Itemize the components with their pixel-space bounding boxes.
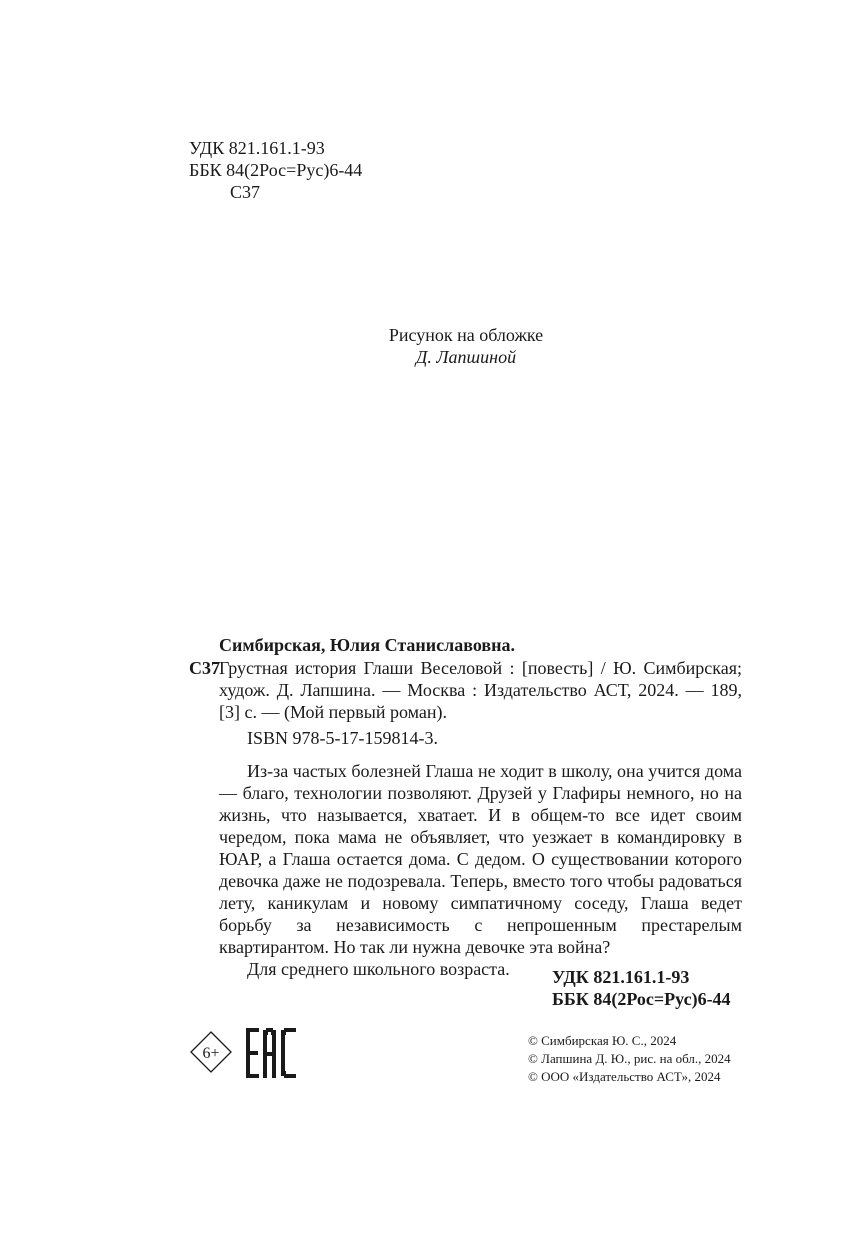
- record-udk: УДК 821.161.1-93: [552, 967, 690, 987]
- copyright-line: © Лапшина Д. Ю., рис. на обл., 2024: [528, 1051, 731, 1066]
- cover-caption: Рисунок на обложке: [388, 325, 544, 345]
- author-mark: С37: [230, 182, 261, 202]
- isbn: ISBN 978-5-17-159814-3.: [247, 728, 438, 748]
- record-mark: С37: [189, 658, 220, 678]
- bbk-code: ББК 84(2Рос=Рус)6-44: [189, 160, 363, 180]
- copyright-block: [528, 1032, 731, 1086]
- cover-artist: Д. Лапшиной: [415, 347, 517, 367]
- udk-code: УДК 821.161.1-93: [189, 138, 325, 158]
- classification-codes-top: [189, 137, 362, 203]
- classification-codes-bottom: [552, 966, 731, 1010]
- record-bbk: ББК 84(2Рос=Рус)6-44: [552, 989, 731, 1009]
- copyright-line: © Симбирская Ю. С., 2024: [528, 1033, 677, 1048]
- copyright-line: © ООО «Издательство АСТ», 2024: [528, 1069, 721, 1084]
- eac-mark-icon: [246, 1028, 296, 1078]
- record-author: Симбирская, Юлия Станиславовна.: [219, 635, 515, 655]
- cover-credit: [300, 324, 632, 368]
- bibliographic-record: [219, 657, 742, 980]
- audience: Для среднего школьного возраста.: [247, 959, 510, 979]
- annotation: Из-за частых болезней Глаша не ходит в школу, она учится дома — благо, технологии позволяют. Друзей у Глафиры немного, но на жизнь, что называется, хватает. И в общем-то все идет своим чередом, пока мама не объявляет, что уезжает в командировку в ЮАР, а Глаша остается дома. С дедом. О существовании которого девочка даже не подозревала. Теперь, вместо того чтобы радоваться лету, каникулам и новому симпатичному соседу, Глаша ведет борьбу за независимость с непрошенным престарелым квартирантом. Но так ли нужна девочке эта война?: [219, 761, 742, 957]
- age-rating-icon: [189, 1030, 233, 1074]
- age-rating-label: 6+: [202, 1045, 220, 1062]
- bibliographic-description: Грустная история Глаши Веселовой : [повесть] / Ю. Симбирская; худож. Д. Лапшина. — Москва : Издательство АСТ, 2024. — 189, [3] с. — (Мой первый роман).: [219, 658, 742, 722]
